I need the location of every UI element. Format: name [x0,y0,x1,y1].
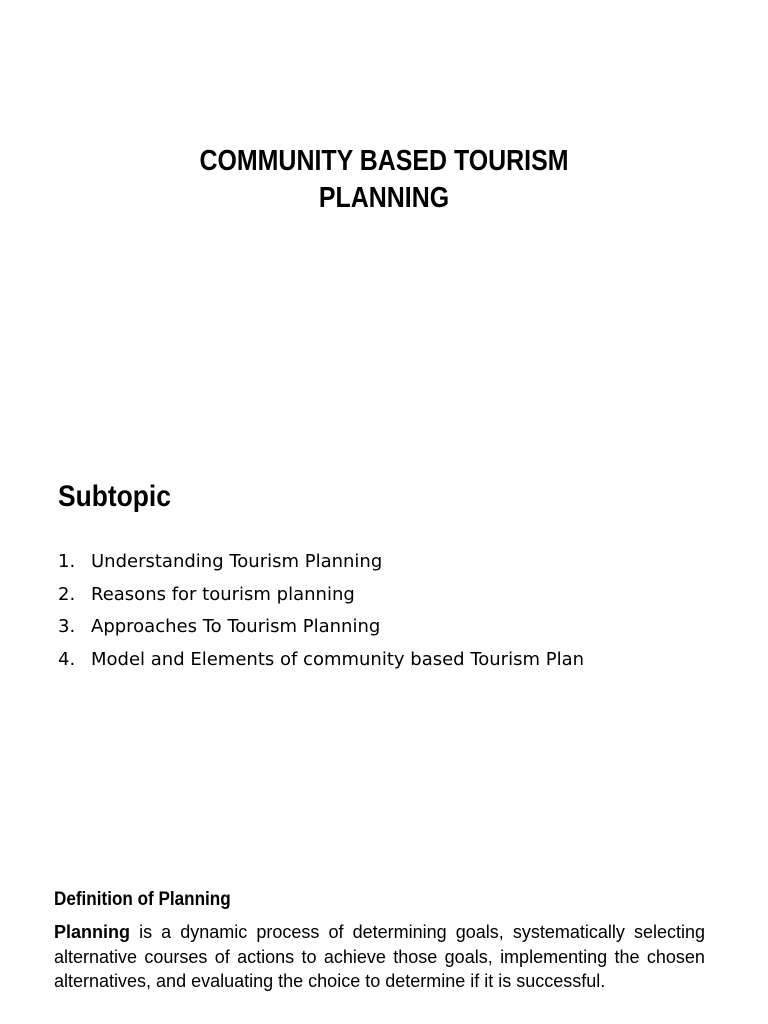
definition-paragraph [54,920,705,994]
definition-word: actions [237,946,295,967]
list-item-number: 4. [58,648,76,670]
definition-line-1 [54,920,705,945]
list-item-number: 2. [58,583,76,605]
subtopic-heading: Subtopic [58,480,171,513]
definition-line-3: alternatives, and evaluating the choice to determine if it is successful. [54,971,606,991]
list-item-label: Model and Elements of community based Tourism Plan [91,648,585,670]
definition-word: is [139,922,153,942]
list-item [58,614,584,647]
definition-word: determining [352,922,447,942]
list-item-number: 1. [58,551,76,572]
definition-word: achieve [323,946,386,967]
definition-word: the [614,946,640,967]
list-item-label: Reasons for tourism planning [91,583,355,605]
definition-word: selecting [633,922,705,942]
definition-word: process [256,922,320,942]
list-item-label: Approaches To Tourism Planning [91,616,381,637]
definition-word: alternative [54,946,138,967]
definition-term: Planning [54,922,130,942]
definition-word: of [328,922,344,942]
definition-word: systematically [512,922,625,942]
definition-word: a [161,922,172,942]
page-title-line-2: PLANNING [318,182,450,214]
list-item [58,647,584,680]
page-title [54,143,714,217]
subtopic-list [58,549,584,679]
definition-heading: Definition of Planning [54,889,231,910]
list-item-label: Understanding Tourism Planning [91,551,383,572]
definition-line-2 [54,945,705,970]
list-item [58,549,584,582]
definition-word: implementing [500,946,608,967]
definition-word: those [393,946,438,967]
list-item [58,582,584,615]
list-item-number: 3. [58,616,76,637]
definition-word: of [214,946,230,967]
definition-word: goals, [455,922,504,942]
definition-word: dynamic [180,922,248,942]
definition-word: chosen [646,946,705,967]
definition-word: courses [144,946,208,967]
page-title-line-1: COMMUNITY BASED TOURISM [199,145,569,177]
definition-word: to [301,946,317,967]
definition-word: goals, [444,946,493,967]
